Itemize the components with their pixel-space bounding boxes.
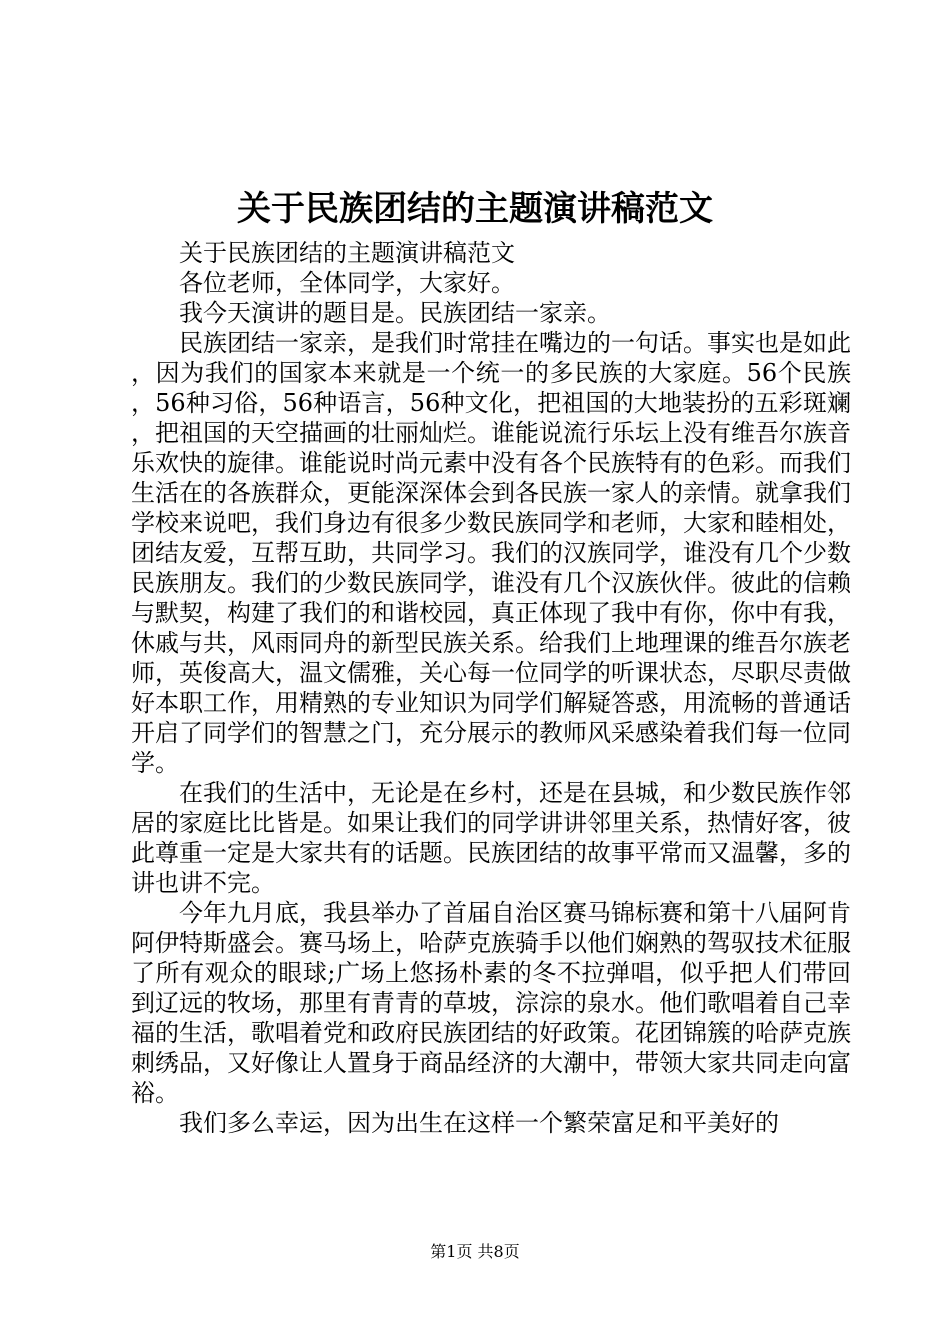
paragraph-body-3: 今年九月底，我县举办了首届自治区赛马锦标赛和第十八届阿肯阿伊特斯盛会。赛马场上，哈萨克族骑手以他们娴熟的驾驭技术征服了所有观众的眼球;广场上悠扬朴素的冬不拉弹唱，似乎把人们带回到辽远的牧场，那里有青青的草坡，淙淙的泉水。他们歌唱着自己幸福的生活，歌唱着党和政府民族团结的好政策。花团锦簇的哈萨克族刺绣品，又好像让人置身于商品经济的大潮中，带领大家共同走向富裕。: [131, 899, 851, 1107]
paragraph-body-1: 民族团结一家亲，是我们时常挂在嘴边的一句话。事实也是如此，因为我们的国家本来就是一个统一的多民族的大家庭。56个民族，56种习俗，56种语言，56种文化，把祖国的大地装扮的五彩斑斓，把祖国的天空描画的壮丽灿烂。谁能说流行乐坛上没有维吾尔族音乐欢快的旋律。谁能说时尚元素中没有各个民族特有的色彩。而我们生活在的各族群众，更能深深体会到各民族一家人的亲情。就拿我们学校来说吧，我们身边有很多少数民族同学和老师，大家和睦相处，团结友爱，互帮互助，共同学习。我们的汉族同学，谁没有几个少数民族朋友。我们的少数民族同学，谁没有几个汉族伙伴。彼此的信赖与默契，构建了我们的和谐校园，真正体现了我中有你，你中有我，休戚与共，风雨同舟的新型民族关系。给我们上地理课的维吾尔族老师，英俊高大，温文儒雅，关心每一位同学的听课状态，尽职尽责做好本职工作，用精熟的专业知识为同学们解疑答惑，用流畅的普通话开启了同学们的智慧之门，充分展示的教师风采感染着我们每一位同学。: [131, 329, 851, 777]
paragraph-repeat-title: 关于民族团结的主题演讲稿范文: [179, 239, 515, 267]
paragraph-body-4: 我们多么幸运，因为出生在这样一个繁荣富足和平美好的: [179, 1109, 779, 1137]
paragraph-greeting: 各位老师，全体同学，大家好。: [179, 269, 515, 297]
paragraph-topic: 我今天演讲的题目是。民族团结一家亲。: [179, 299, 611, 327]
paragraph-body-2: 在我们的生活中，无论是在乡村，还是在县城，和少数民族作邻居的家庭比比皆是。如果让我们的同学讲讲邻里关系，热情好客，彼此尊重一定是大家共有的话题。民族团结的故事平常而又温馨，多的讲也讲不完。: [131, 779, 851, 897]
document-body: [131, 238, 851, 1138]
document-title: 关于民族团结的主题演讲稿范文: [237, 189, 713, 229]
page-number-footer: 第1页 共8页: [430, 1242, 520, 1261]
